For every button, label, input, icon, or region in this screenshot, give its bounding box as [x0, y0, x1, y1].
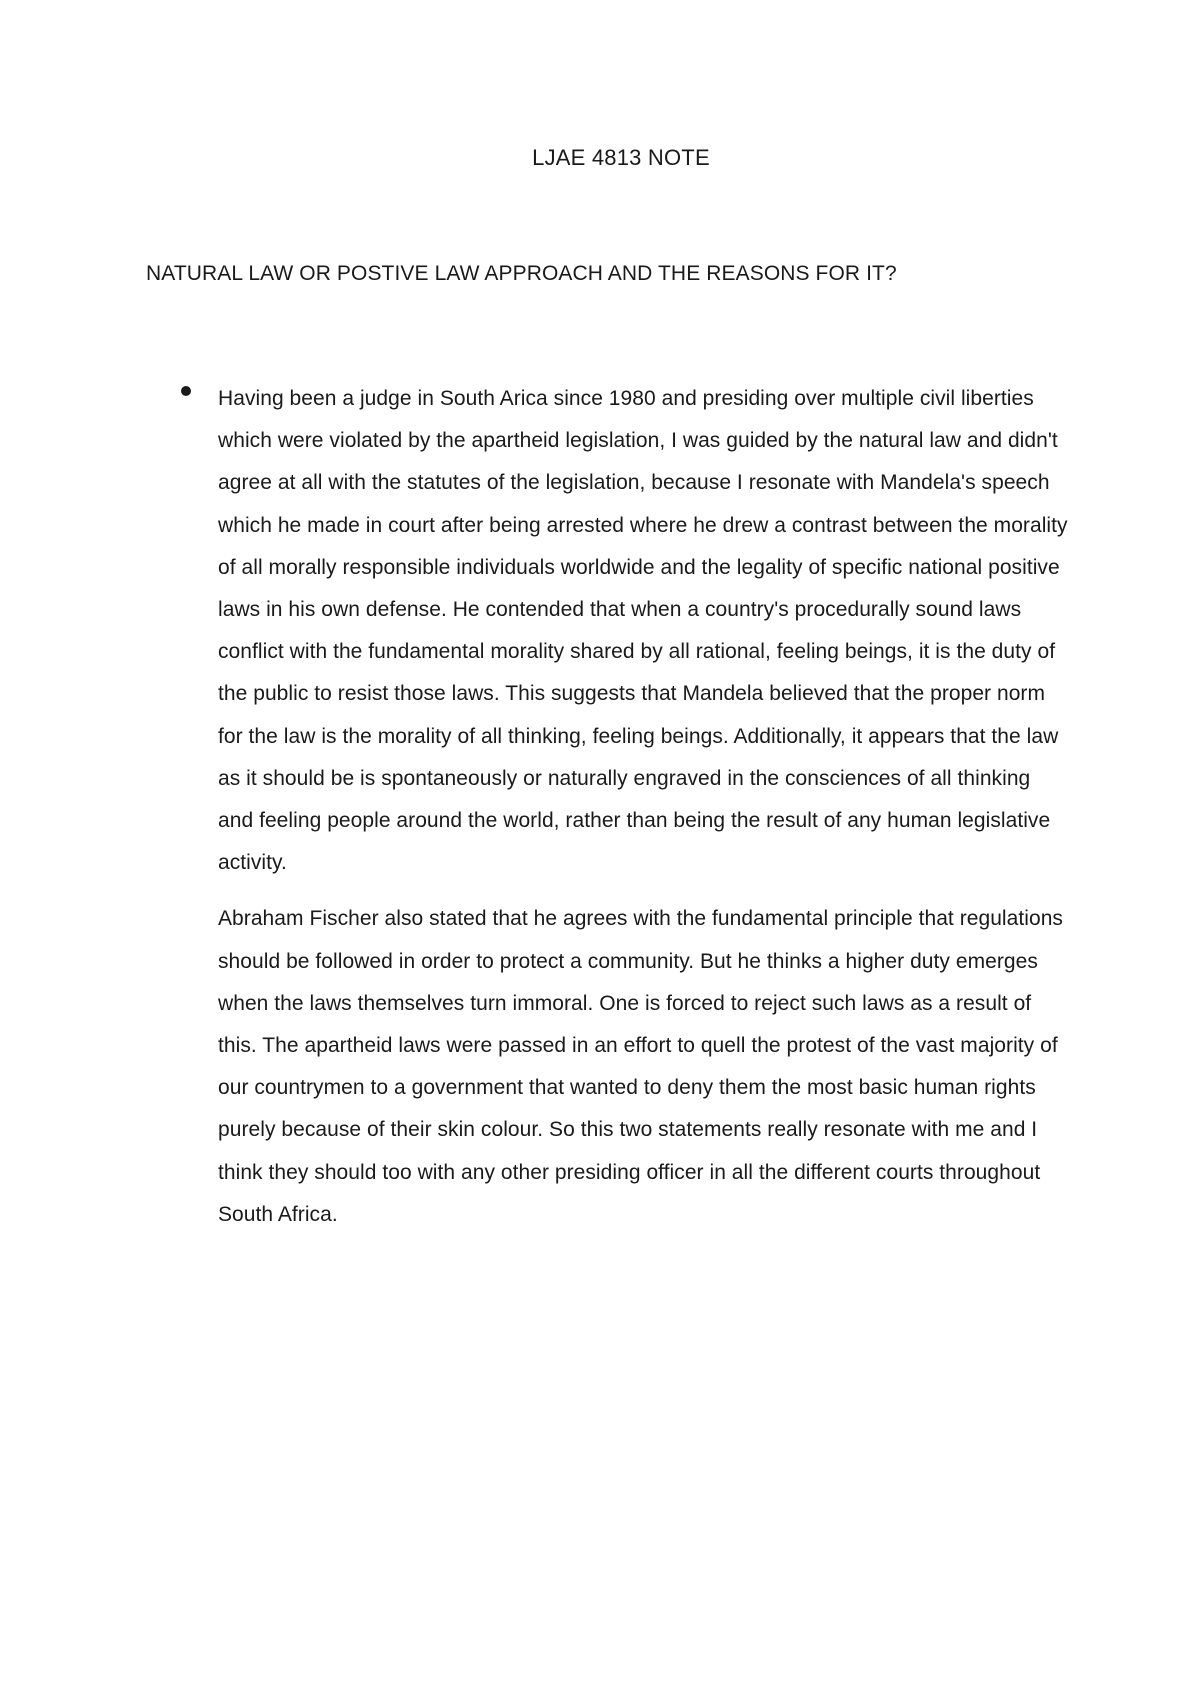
bullet-list — [218, 378, 1068, 1236]
body-paragraph: Abraham Fischer also stated that he agrees with the fundamental principle that regulations should be followed in order to protect a community. But he thinks a higher duty emerges when the laws themselves turn immoral. One is forced to reject such laws as a result of this. The apartheid laws were passed in an effort to quell the protest of the vast majority of our countrymen to a government that wanted to deny them the most basic human rights purely because of their skin colour. So this two statements really resonate with me and I think they should too with any other presiding officer in all the different courts throughout South Africa. — [218, 907, 1063, 1226]
document-subtitle: NATURAL LAW OR POSTIVE LAW APPROACH AND THE REASONS FOR IT? — [146, 262, 897, 285]
bullet-paragraph: Having been a judge in South Arica since 1980 and presiding over multiple civil liberties which were violated by the apartheid legislation, I was guided by the natural law and didn't agree at all with the statutes of the legislation, because I resonate with Mandela's speech which he made in court after being arrested where he drew a contrast between the morality of all morally responsible individuals worldwide and the legality of specific national positive laws in his own defense. He contended that when a country's procedurally sound laws conflict with the fundamental morality shared by all rational, feeling beings, it is the duty of the public to resist those laws. This suggests that Mandela believed that the proper norm for the law is the morality of all thinking, feeling beings. Additionally, it appears that the law as it should be is spontaneously or naturally engraved in the consciences of all thinking and feeling people around the world, rather than being the result of any human legislative activity. — [218, 387, 1068, 875]
document-title: LJAE 4813 NOTE — [532, 145, 710, 170]
list-item — [218, 378, 1068, 1236]
bullet-icon — [181, 386, 191, 396]
